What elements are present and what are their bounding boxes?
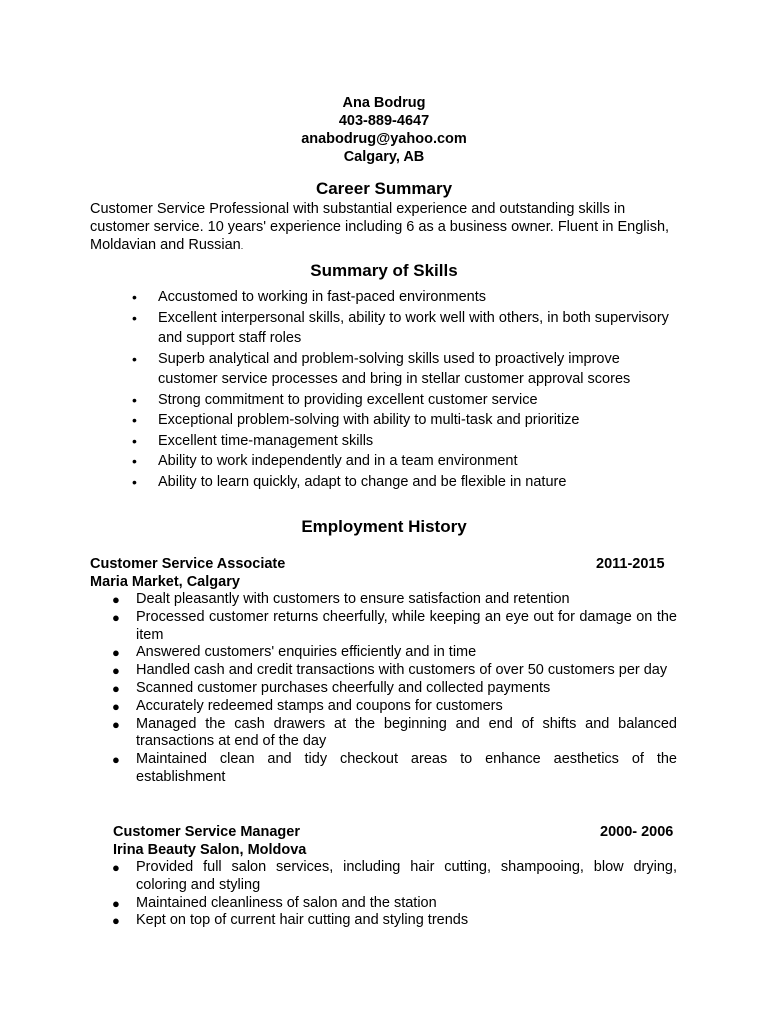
email-address: anabodrug@yahoo.com — [301, 131, 467, 147]
skill-item: • Ability to work independently and in a team environment — [130, 451, 670, 472]
duty-item: ● Maintained cleanliness of salon and the station — [112, 895, 677, 913]
skills-heading: Summary of Skills — [310, 261, 458, 280]
duty-item: ● Dealt pleasantly with customers to ensure satisfaction and retention — [112, 591, 677, 609]
employment-heading: Employment History — [301, 517, 467, 536]
skill-item: • Excellent interpersonal skills, ability to work well with others, in both supervisory and support staff roles — [130, 308, 670, 349]
skill-item: • Ability to learn quickly, adapt to change and be flexible in nature — [130, 472, 670, 493]
duty-item: ● Accurately redeemed stamps and coupons for customers — [112, 698, 677, 716]
job-employer: Maria Market, Calgary — [90, 574, 240, 590]
contact-header — [0, 94, 768, 166]
skill-item: • Excellent time-management skills — [130, 431, 670, 452]
duty-item: ● Answered customers' enquiries efficiently and in time — [112, 644, 677, 662]
duty-item: ● Processed customer returns cheerfully, while keeping an eye out for damage on the item — [112, 609, 677, 645]
skill-item: • Strong commitment to providing excellent customer service — [130, 390, 670, 411]
job-years: 2000- 2006 — [600, 824, 674, 840]
skills-list — [130, 287, 670, 492]
career-summary-text — [90, 200, 670, 255]
job-title: Customer Service Associate — [90, 556, 286, 572]
job-employer: Irina Beauty Salon, Moldova — [113, 842, 307, 858]
job-title: Customer Service Manager — [113, 824, 300, 840]
skill-item: • Exceptional problem-solving with ability to multi-task and prioritize — [130, 410, 670, 431]
duty-item: ● Kept on top of current hair cutting and styling trends — [112, 912, 677, 930]
phone-number: 403-889-4647 — [338, 113, 430, 129]
location: Calgary, AB — [343, 149, 425, 165]
job-years: 2011-2015 — [596, 556, 665, 572]
skill-item: • Superb analytical and problem-solving skills used to proactively improve customer service processes and bring in stellar customer approval scores — [130, 349, 670, 390]
duty-item: ● Handled cash and credit transactions with customers of over 50 customers per day — [112, 662, 677, 680]
duty-item: ● Managed the cash drawers at the beginning and end of shifts and balanced transactions at end of the day — [112, 716, 677, 752]
skill-item: • Accustomed to working in fast-paced environments — [130, 287, 670, 308]
duty-item: ● Maintained clean and tidy checkout areas to enhance aesthetics of the establishment — [112, 751, 677, 787]
career-summary-period: . — [240, 241, 244, 251]
duty-item: ● Scanned customer purchases cheerfully and collected payments — [112, 680, 677, 698]
job-duties-list — [112, 859, 677, 930]
duty-item: ● Provided full salon services, including hair cutting, shampooing, blow drying, coloring and styling — [112, 859, 677, 895]
career-summary-heading: Career Summary — [315, 179, 453, 198]
candidate-name: Ana Bodrug — [342, 95, 426, 111]
career-summary-body: Customer Service Professional with substantial experience and outstanding skills in customer service. 10 years' experience including 6 as a business owner. Fluent in English, Moldavian and Russian — [90, 201, 670, 253]
job-duties-list — [112, 591, 677, 787]
